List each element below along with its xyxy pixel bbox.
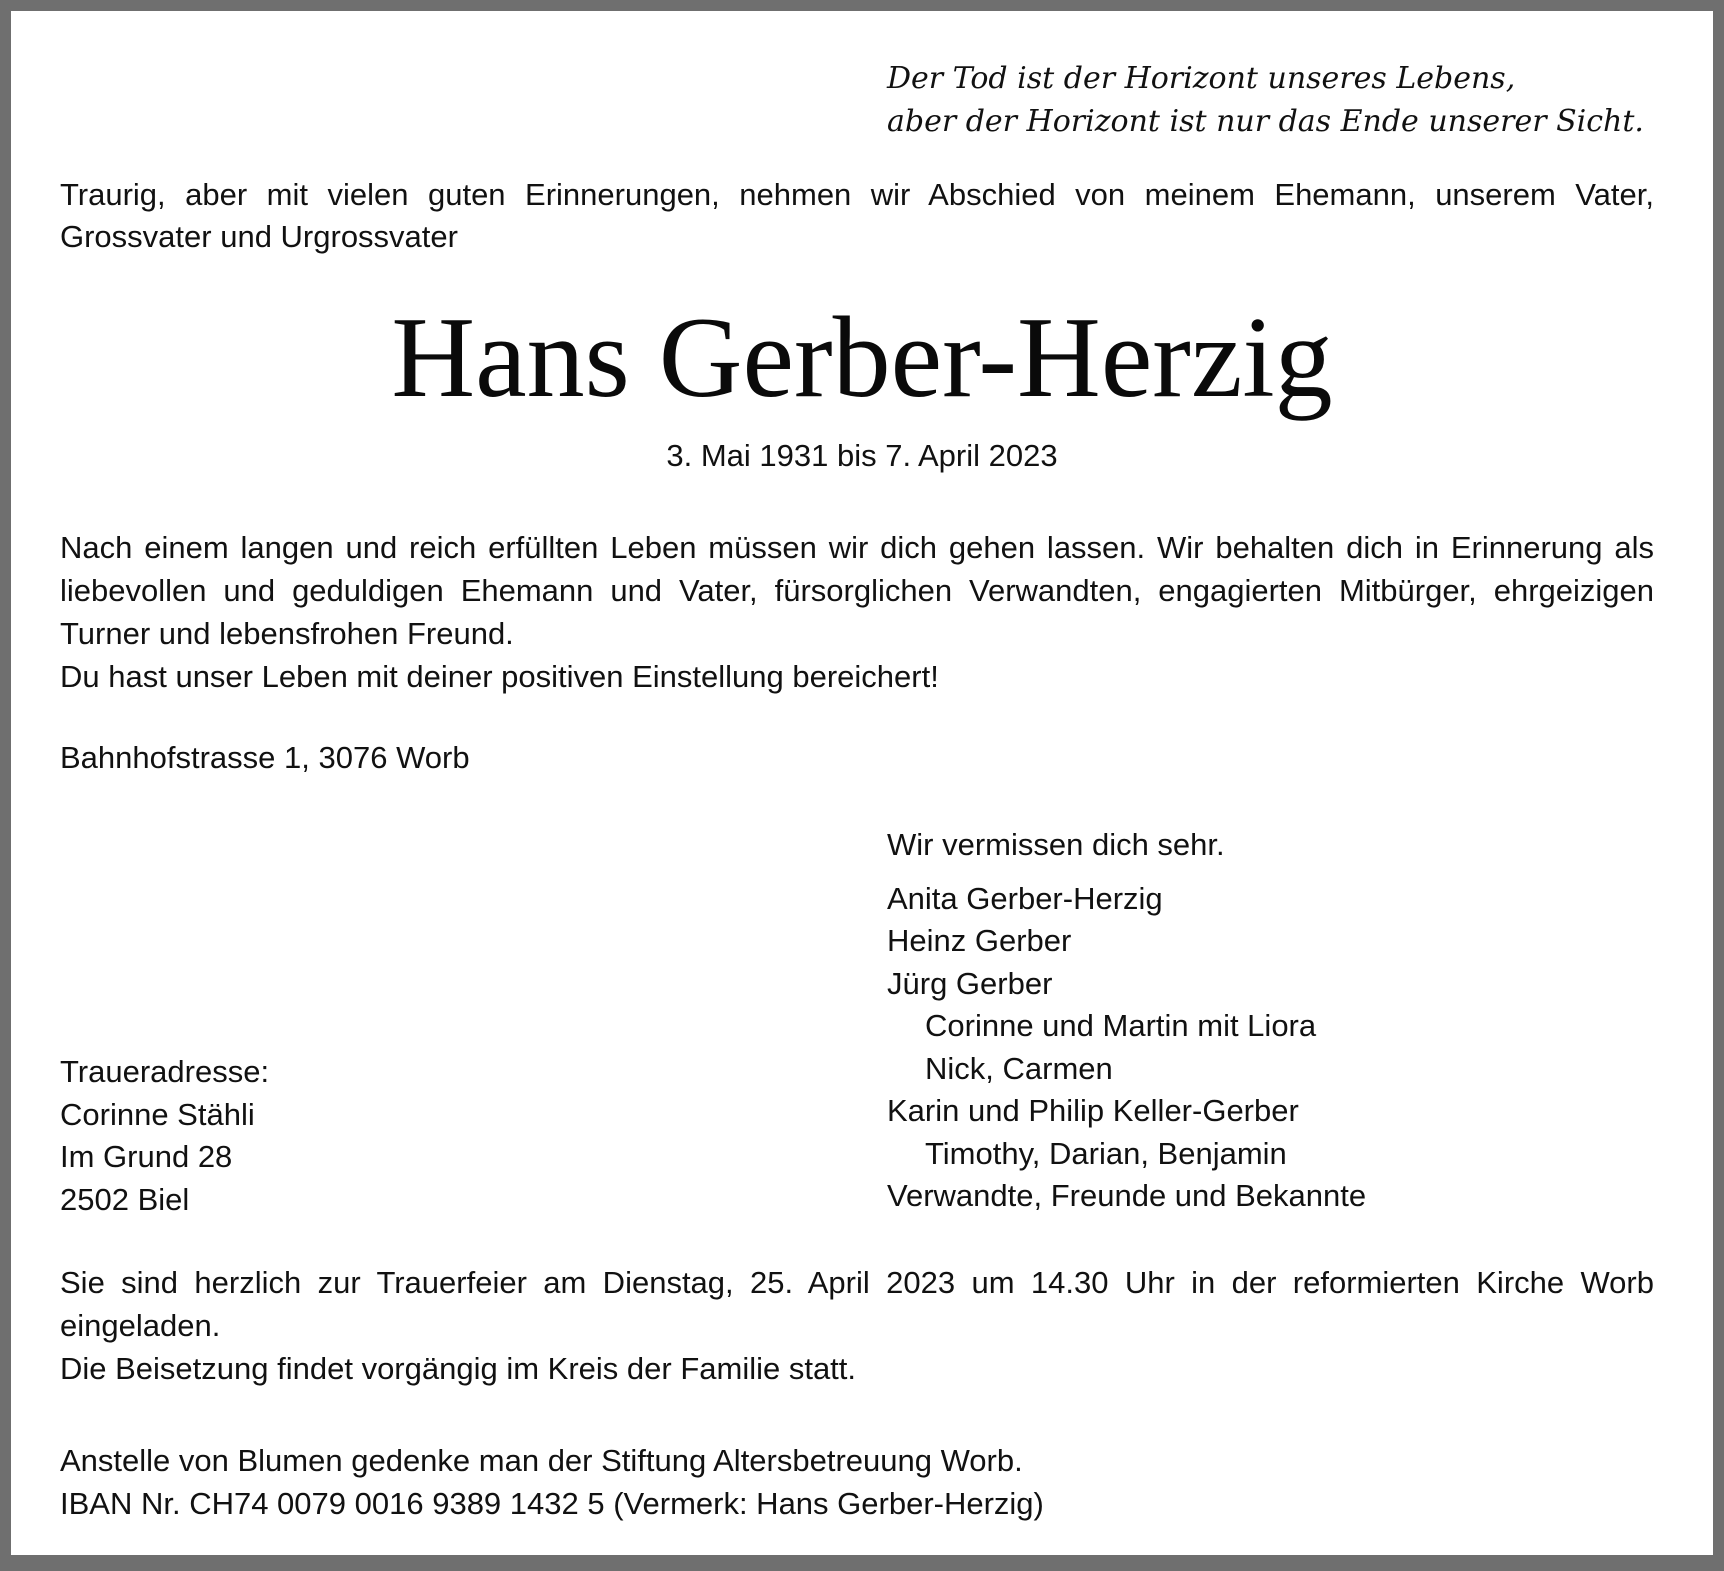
obituary-notice (11, 11, 1713, 1555)
tribute-paragraph: Nach einem langen und reich erfüllten Leben müssen wir dich gehen lassen. Wir behalten dich in Erinnerung als liebevollen und geduldigen Ehemann und Vater, fürsorglichen Verwandten, engagierten Mitbürger, ehrgeizigen Turner und lebensfrohen Freund. (60, 530, 1654, 651)
ceremony-info (60, 1261, 1654, 1390)
ceremony-invitation: Sie sind herzlich zur Trauerfeier am Dienstag, 25. April 2023 um 14.30 Uhr in der reformierten Kirche Worb eingeladen. (60, 1265, 1654, 1343)
iban-line: IBAN Nr. CH74 0079 0016 9389 1432 5 (Vermerk: Hans Gerber-Herzig) (60, 1486, 1044, 1521)
family-member: Corinne und Martin mit Liora (925, 1008, 1317, 1043)
family-member: Jürg Gerber (887, 965, 1053, 1001)
mourning-address-name: Corinne Stähli (60, 1096, 255, 1132)
family-member: Karin und Philip Keller-Gerber (887, 1093, 1299, 1128)
tribute-closing: Du hast unser Leben mit deiner positiven Einstellung bereichert! (60, 659, 939, 694)
motto-quote (887, 57, 1644, 143)
family-member: Heinz Gerber (887, 923, 1072, 958)
deceased-name: Hans Gerber-Herzig (391, 294, 1333, 422)
family-member: Verwandte, Freunde und Bekannte (887, 1178, 1367, 1213)
motto-line-1: Der Tod ist der Horizont unseres Lebens, (887, 61, 1516, 96)
home-address: Bahnhofstrasse 1, 3076 Worb (60, 740, 470, 775)
mourning-address-city: 2502 Biel (60, 1181, 190, 1217)
family-member: Timothy, Darian, Benjamin (925, 1135, 1287, 1171)
missing-line: Wir vermissen dich sehr. (887, 827, 1225, 862)
burial-note: Die Beisetzung findet vorgängig im Kreis der Familie statt. (60, 1351, 857, 1386)
mourning-address (60, 1051, 269, 1221)
donation-line: Anstelle von Blumen gedenke man der Stiftung Altersbetreuung Worb. (60, 1443, 1023, 1478)
mourning-address-label: Traueradresse: (60, 1054, 270, 1089)
family-member: Anita Gerber-Herzig (887, 880, 1163, 916)
tribute-text (60, 526, 1654, 698)
intro-text: Traurig, aber mit vielen guten Erinnerungen, nehmen wir Abschied von meinem Ehemann, unserem Vater, Grossvater und Urgrossvater (60, 177, 1654, 254)
motto-line-2: aber der Horizont ist nur das Ende unserer Sicht. (887, 104, 1644, 139)
mourning-address-street: Im Grund 28 (60, 1139, 233, 1174)
family-list (887, 824, 1366, 1218)
donation-info (60, 1439, 1044, 1525)
life-dates: 3. Mai 1931 bis 7. April 2023 (666, 438, 1058, 473)
family-member: Nick, Carmen (925, 1050, 1113, 1086)
